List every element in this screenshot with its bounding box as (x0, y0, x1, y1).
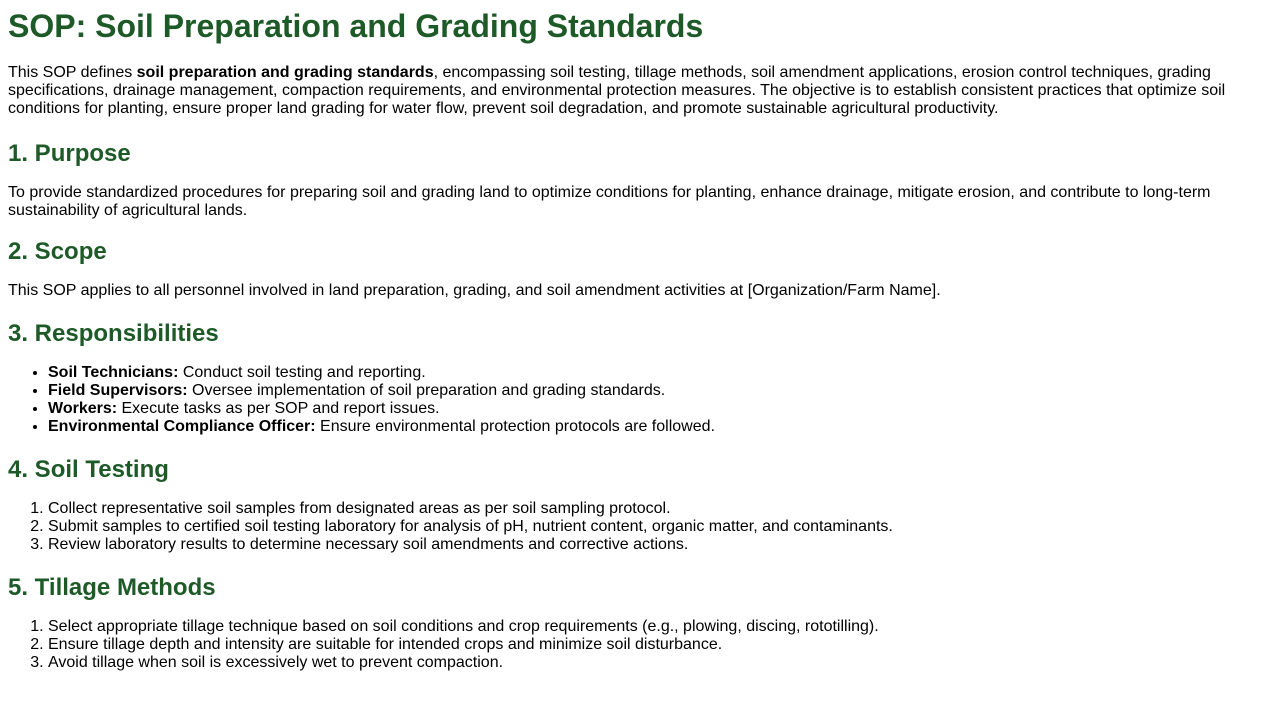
role-label: Workers: (48, 400, 118, 417)
intro-paragraph (8, 64, 1255, 118)
list-item: 3. Review laboratory results to determine necessary soil amendments and corrective actions. (48, 536, 1255, 554)
role-label: Soil Technicians: (48, 364, 179, 381)
heading-scope: 2. Scope (8, 238, 107, 265)
intro-lead: This SOP defines (8, 64, 137, 81)
role-desc: Ensure environmental protection protocols are followed. (315, 418, 715, 435)
purpose-text: To provide standardized procedures for preparing soil and grading land to optimize conditions for planting, enhance drainage, mitigate erosion, and contribute to long-term sustainability of agricultural lands. (8, 184, 1211, 219)
role-label: Environmental Compliance Officer: (48, 418, 316, 435)
list-item: 2. Submit samples to certified soil testing laboratory for analysis of pH, nutrient content, organic matter, and contaminants. (48, 518, 1255, 536)
intro-rest: , encompassing soil testing, tillage methods, soil amendment applications, erosion control techniques, grading specifications, drainage management, compaction requirements, and environmental protection measures. The objective is to establish consistent practices that optimize soil conditions for planting, ensure proper land grading for water flow, prevent soil degradation, and promote sustainable agricultural productivity. (8, 64, 1226, 117)
list-item: 2. Ensure tillage depth and intensity are suitable for intended crops and minimize soil disturbance. (48, 636, 1255, 654)
scope-text: This SOP applies to all personnel involved in land preparation, grading, and soil amendment activities at [Organization/Farm Name]. (8, 282, 941, 299)
list-item: 3. Avoid tillage when soil is excessively wet to prevent compaction. (48, 654, 1255, 672)
list-item (48, 364, 1255, 382)
list-item: 1. Collect representative soil samples from designated areas as per soil sampling protocol. (48, 500, 1255, 518)
role-label: Field Supervisors: (48, 382, 188, 399)
document-page (0, 8, 1263, 672)
role-desc: Conduct soil testing and reporting. (178, 364, 426, 381)
soil-testing-list (8, 500, 1255, 554)
role-desc: Oversee implementation of soil preparation and grading standards. (187, 382, 666, 399)
page-title: SOP: Soil Preparation and Grading Standards (8, 8, 704, 44)
heading-soil-testing: 4. Soil Testing (8, 456, 169, 483)
list-item (48, 400, 1255, 418)
heading-tillage-methods: 5. Tillage Methods (8, 574, 216, 601)
heading-responsibilities: 3. Responsibilities (8, 320, 219, 347)
role-desc: Execute tasks as per SOP and report issues. (117, 400, 440, 417)
list-item (48, 382, 1255, 400)
tillage-methods-list (8, 618, 1255, 672)
heading-purpose: 1. Purpose (8, 140, 131, 167)
list-item: 1. Select appropriate tillage technique based on soil conditions and crop requirements (e.g., plowing, discing, rototilling). (48, 618, 1255, 636)
responsibilities-list (8, 364, 1255, 436)
list-item (48, 418, 1255, 436)
intro-bold: soil preparation and grading standards (136, 64, 434, 81)
